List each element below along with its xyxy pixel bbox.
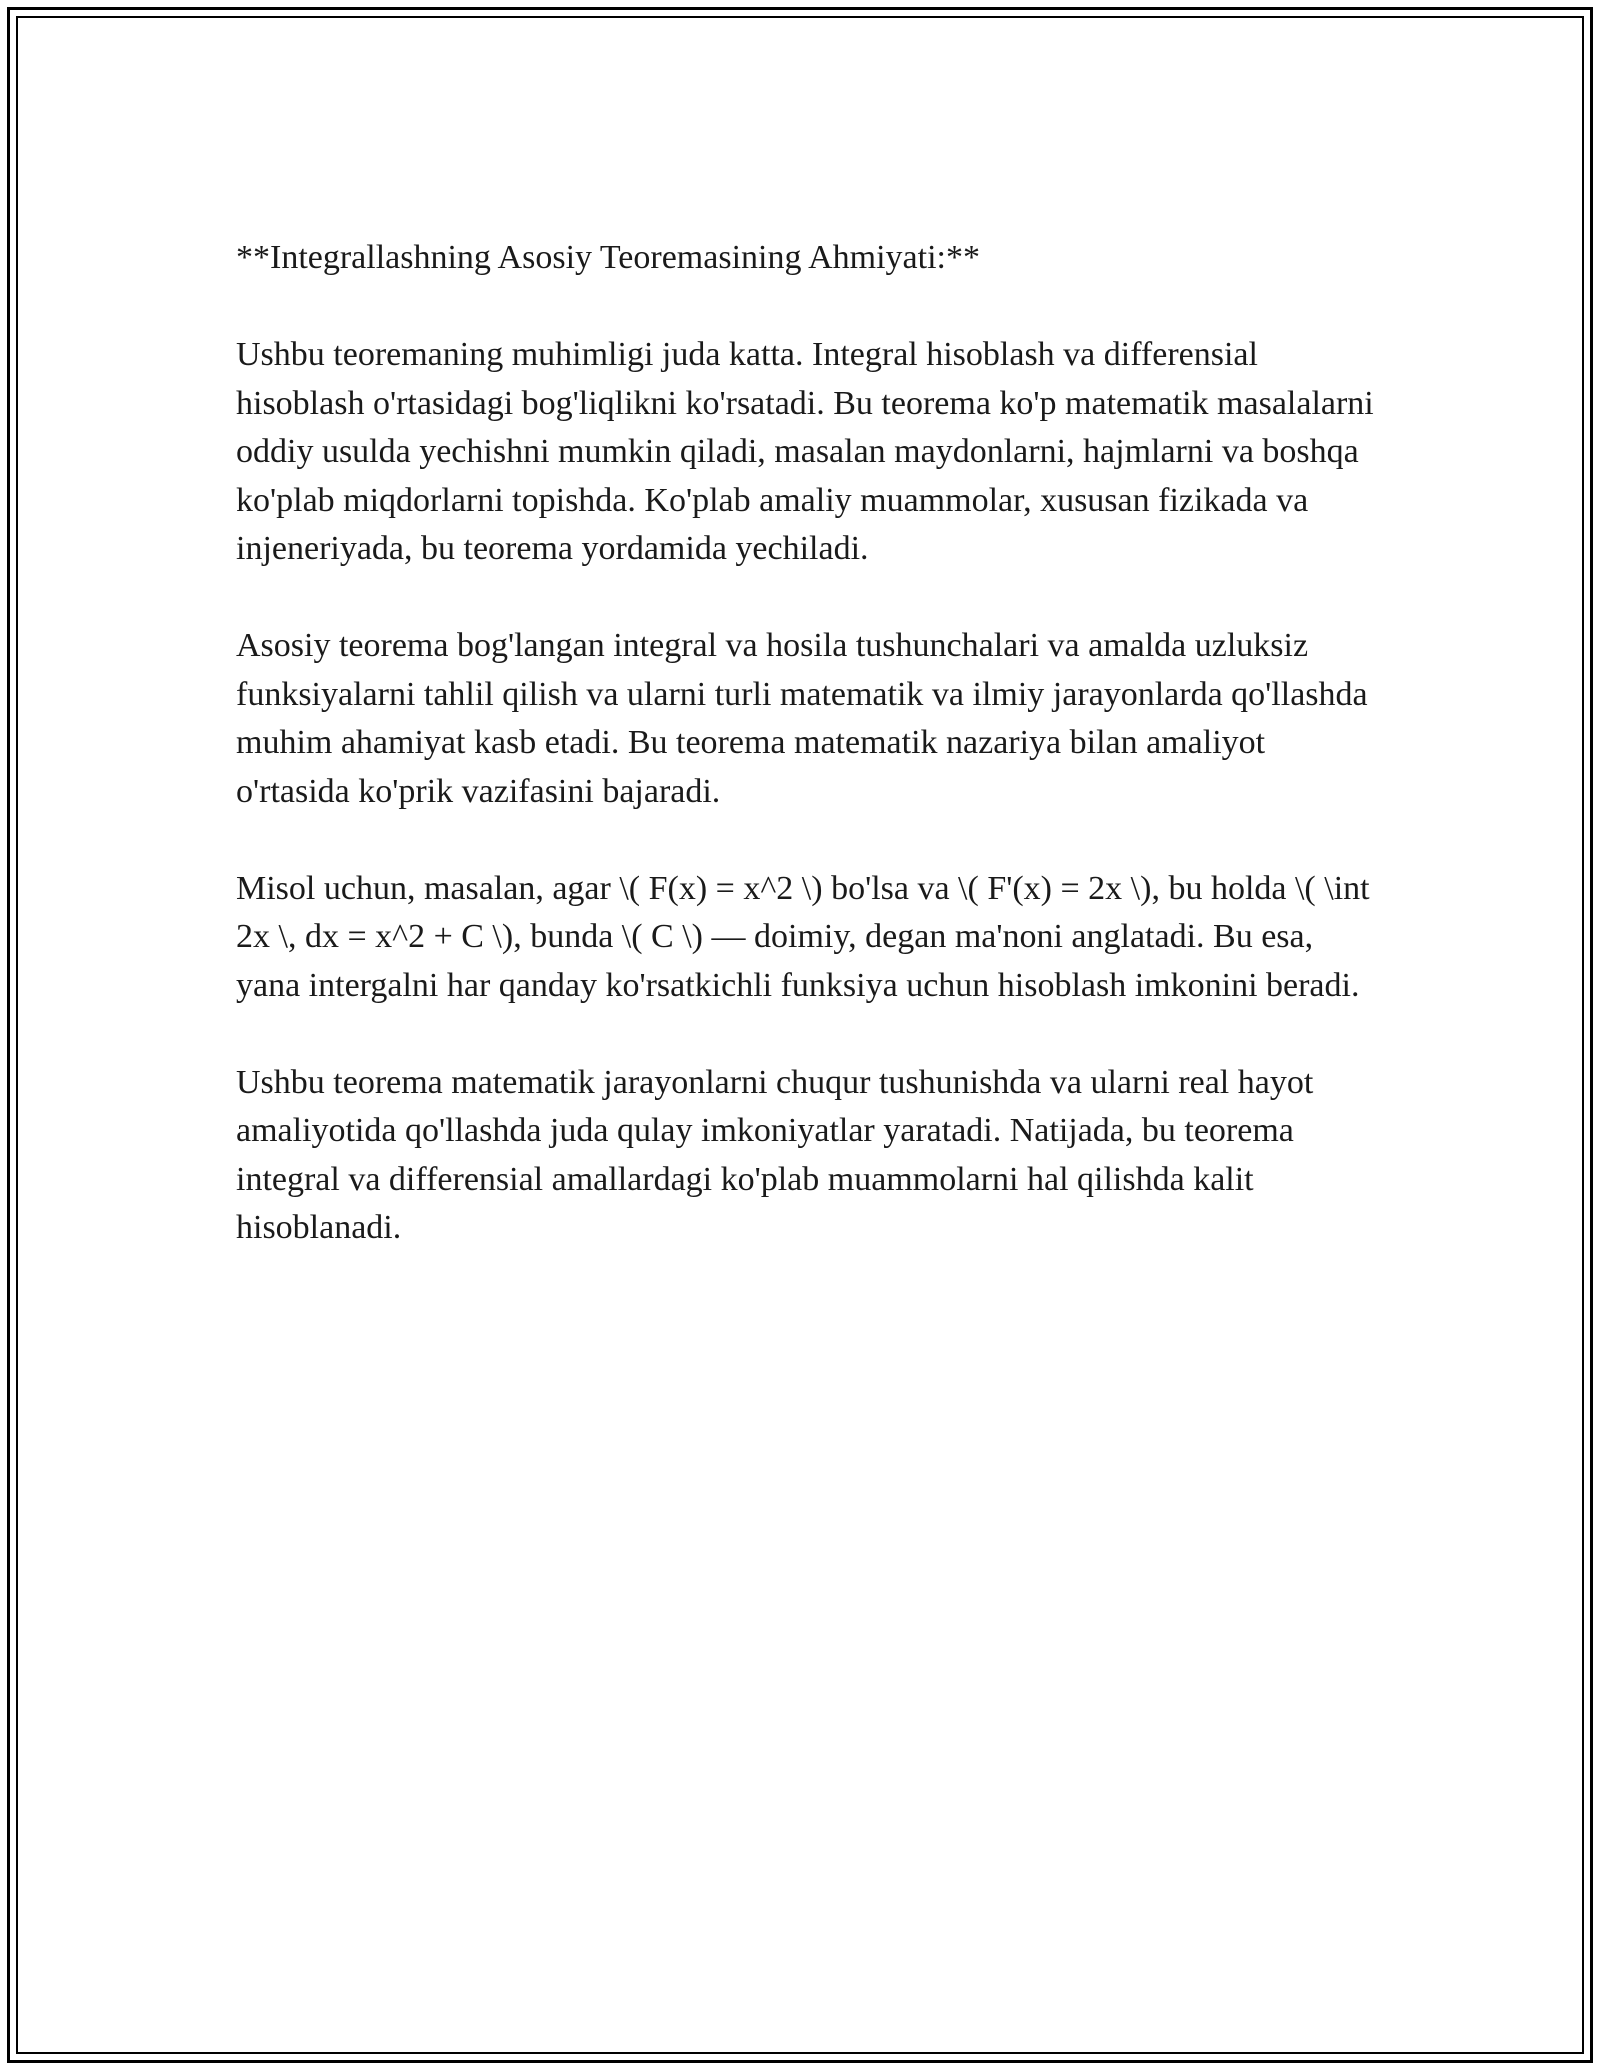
document-heading: **Integrallashning Asosiy Teoremasining Ahmiyati:**: [236, 239, 980, 276]
paragraph-conclusion: Ushbu teorema matematik jarayonlarni chuqur tushunishda va ularni real hayot amaliyotida qo'llashda juda qulay imkoniyatlar yaratadi. Natijada, bu teorema integral va differensial amallardagi ko'plab muammolarni hal qilishda kalit hisoblanadi.: [236, 1063, 1314, 1246]
document-body: [236, 234, 1376, 1301]
paragraph-example: Misol uchun, masalan, agar \( F(x) = x^2 \) bo'lsa va \( F'(x) = 2x \), bu holda \( \int 2x \, dx = x^2 + C \), bunda \( C \) — doimiy, degan ma'noni anglatadi. Bu esa, yana intergalni har qanday ko'rsatkichli funksiya uchun hisoblash imkonini beradi.: [236, 869, 1370, 1004]
paragraph-main-theorem: Asosiy teorema bog'langan integral va hosila tushunchalari va amalda uzluksiz funksiyalarni tahlil qilish va ularni turli matematik va ilmiy jarayonlarda qo'llashda muhim ahamiyat kasb etadi. Bu teorema matematik nazariya bilan amaliyot o'rtasida ko'prik vazifasini bajaradi.: [236, 627, 1368, 810]
paragraph-significance: Ushbu teoremaning muhimligi juda katta. Integral hisoblash va differensial hisoblash o'rtasidagi bog'liqlikni ko'rsatadi. Bu teorema ko'p matematik masalalarni oddiy usulda yechishni mumkin qiladi, masalan maydonlarni, hajmlarni va boshqa ko'plab miqdorlarni topishda. Ko'plab amaliy muammolar, xususan fizikada va injeneriyada, bu teorema yordamida yechiladi.: [236, 336, 1374, 567]
